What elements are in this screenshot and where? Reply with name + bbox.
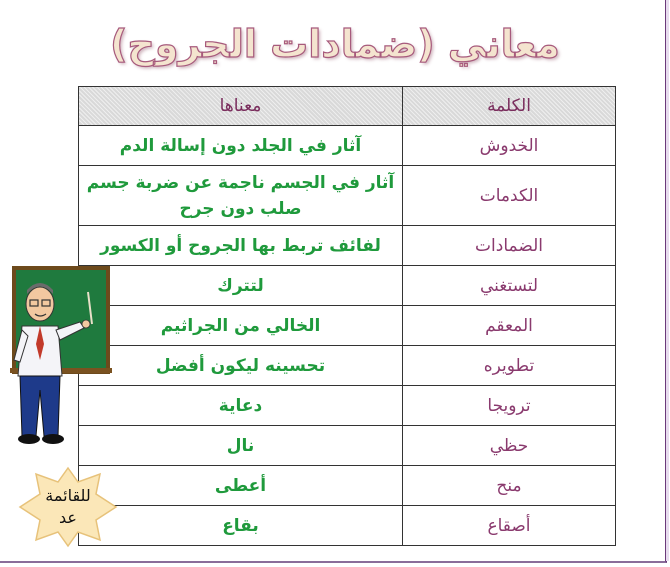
meaning-cell: تحسينه ليكون أفضل <box>79 346 403 386</box>
header-meaning: معناها <box>79 87 403 126</box>
table-row <box>79 226 616 266</box>
table-row <box>79 386 616 426</box>
table-row <box>79 266 616 306</box>
word-cell: الخدوش <box>403 126 616 166</box>
meaning-cell: أعطى <box>79 466 403 506</box>
word-cell: منح <box>403 466 616 506</box>
star-burst-icon <box>18 466 118 548</box>
meaning-cell: نال <box>79 426 403 466</box>
word-cell: تطويره <box>403 346 616 386</box>
table-header-row <box>79 87 616 126</box>
header-word: الكلمة <box>403 87 616 126</box>
teacher-illustration <box>0 264 125 450</box>
table-row <box>79 346 616 386</box>
back-to-menu-button[interactable] <box>18 466 118 548</box>
word-cell: الضمادات <box>403 226 616 266</box>
meaning-cell: الخالي من الجراثيم <box>79 306 403 346</box>
table-row <box>79 466 616 506</box>
vocabulary-table <box>78 86 616 546</box>
table-row <box>79 506 616 546</box>
meaning-cell: بقاع <box>79 506 403 546</box>
word-cell: المعقم <box>403 306 616 346</box>
table-row <box>79 426 616 466</box>
table-row <box>79 306 616 346</box>
meaning-cell: آثار في الجلد دون إسالة الدم <box>79 126 403 166</box>
word-cell: حظي <box>403 426 616 466</box>
meaning-cell: دعاية <box>79 386 403 426</box>
meaning-cell: لفائف تربط بها الجروح أو الكسور <box>79 226 403 266</box>
meaning-cell: آثار في الجسم ناجمة عن ضربة جسم صلب دون جرح <box>79 166 403 226</box>
meaning-cell: لتترك <box>79 266 403 306</box>
back-button-label-line1: للقائمة <box>45 486 91 505</box>
table-row <box>79 126 616 166</box>
slide-title: معاني (ضمادات الجروح) <box>110 22 560 66</box>
table-row <box>79 166 616 226</box>
word-cell: أصقاع <box>403 506 616 546</box>
word-cell: الكدمات <box>403 166 616 226</box>
word-cell: ترويجا <box>403 386 616 426</box>
back-button-label-line2: عد <box>59 508 77 527</box>
word-cell: لتستغني <box>403 266 616 306</box>
